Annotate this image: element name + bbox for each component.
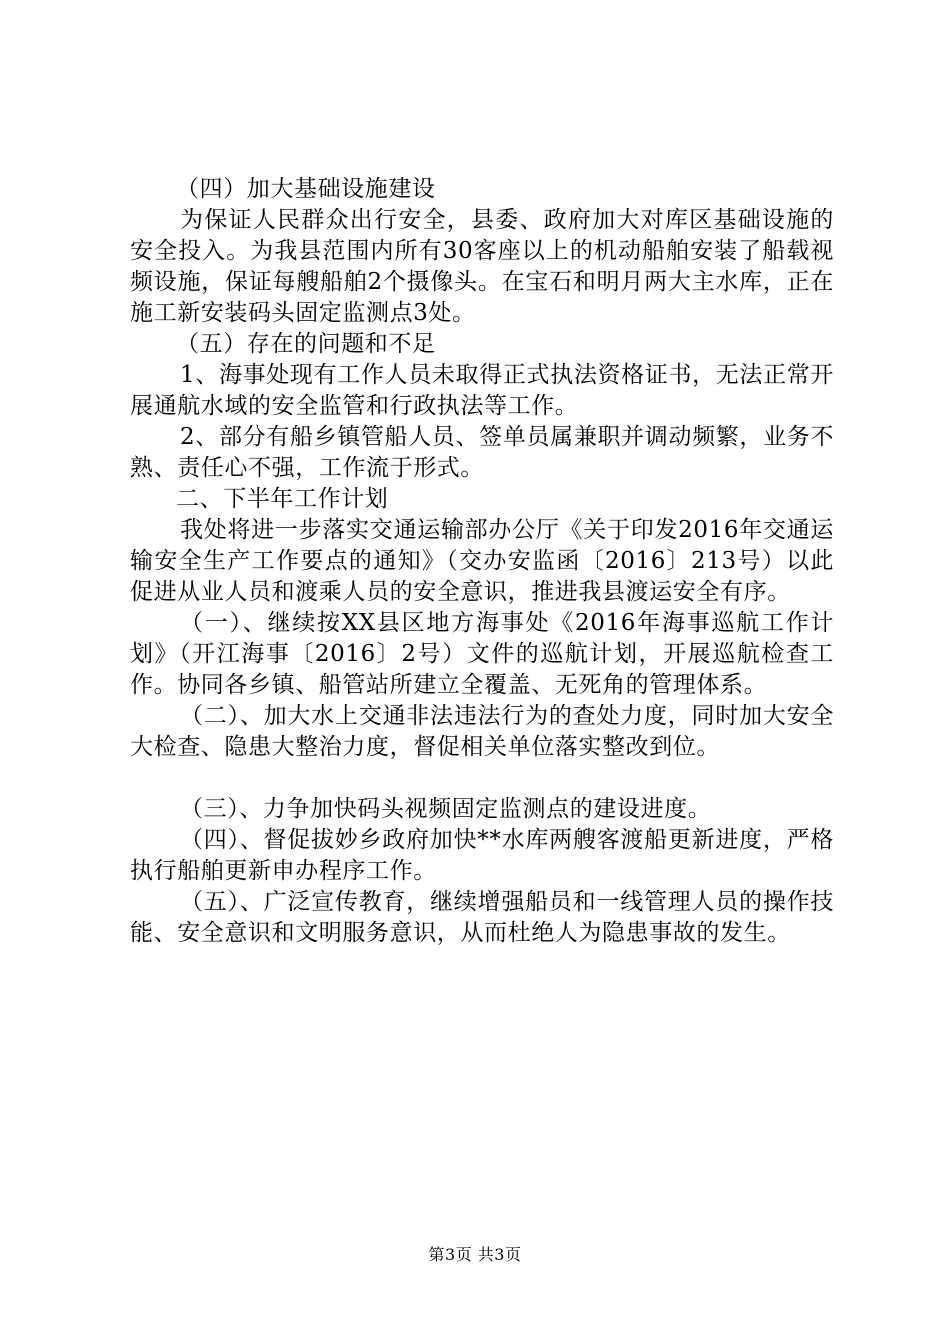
paragraph-plan-2: （二）、加大水上交通非法违法行为的查处力度，同时加大安全大检查、隐患大整治力度，督促相关单位落实整改到位。 [130,703,834,760]
document-body [130,174,834,949]
paragraph-plan-5: （五）、广泛宣传教育，继续增强船员和一线管理人员的操作技能、安全意识和文明服务意识，从而杜绝人为隐患事故的发生。 [130,889,834,946]
section-heading-problems: （五）存在的问题和不足 [176,331,436,357]
paragraph-plan-1: （一）、继续按XX县区地方海事处《2016年海事巡航工作计划》（开江海事〔2016〕2号）文件的巡航计划，开展巡航检查工作。协同各乡镇、船管站所建立全覆盖、无死角的管理体系。 [130,610,834,698]
paragraph-infrastructure: 为保证人民群众出行安全，县委、政府加大对库区基础设施的安全投入。为我县范围内所有30客座以上的机动船舶安装了船载视频设施，保证每艘船舶2个摄像头。在宝石和明月两大主水库，正在施工新安装码头固定监测点3处。 [130,207,834,326]
paragraph-problem-1: 1、海事处现有工作人员未取得正式执法资格证书，无法正常开展通航水域的安全监管和行政执法等工作。 [130,362,834,419]
paragraph-plan-intro: 我处将进一步落实交通运输部办公厅《关于印发2016年交通运输安全生产工作要点的通知》（交办安监函〔2016〕213号）以此促进从业人员和渡乘人员的安全意识，推进我县渡运安全有序。 [130,517,834,605]
paragraph-plan-3: （三）、力争加快码头视频固定监测点的建设进度。 [180,796,712,822]
page-number: 第3页 共3页 [428,1245,522,1264]
paragraph-problem-2: 2、部分有船乡镇管船人员、签单员属兼职并调动频繁，业务不熟、责任心不强，工作流于形式。 [130,424,834,481]
page-footer [0,1245,950,1265]
paragraph-plan-4: （四）、督促拔妙乡政府加快**水库两艘客渡船更新进度，严格执行船舶更新申办程序工作。 [130,827,834,884]
section-heading-infrastructure: （四）加大基础设施建设 [176,176,436,202]
blank-line [130,763,834,794]
section-heading-plan: 二、下半年工作计划 [176,486,389,512]
